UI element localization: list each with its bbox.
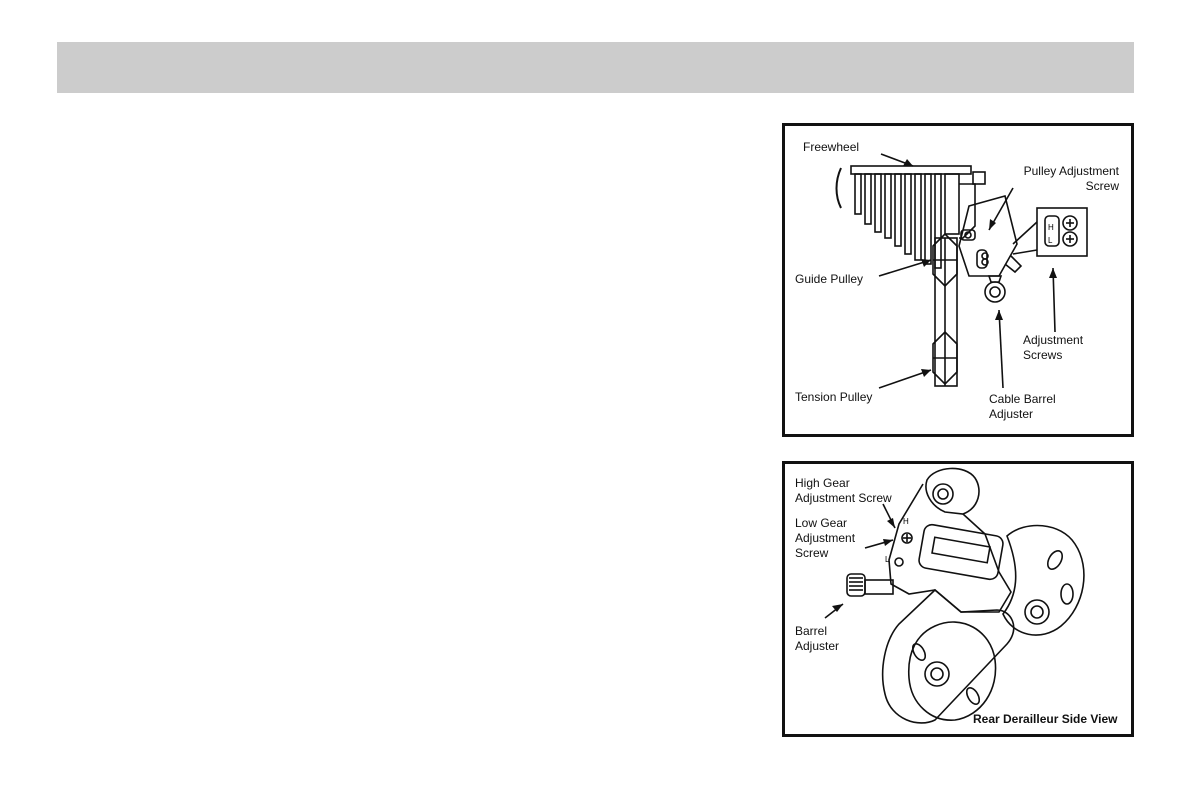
tension-pulley-label: Tension Pulley <box>795 390 873 404</box>
inset-l-mark: L <box>1048 236 1053 245</box>
low-gear-adjustment-screw-label: Low Gear Adjustment Screw <box>795 516 856 560</box>
guide-pulley-label: Guide Pulley <box>795 272 864 286</box>
h-mark: H <box>903 517 909 526</box>
inset-h-mark: H <box>1048 223 1054 232</box>
barrel-adjuster-label: Barrel Adjuster <box>795 624 840 653</box>
adjustment-screws-label: Adjustment Screws <box>1023 333 1084 362</box>
high-gear-adjustment-screw-label: High Gear Adjustment Screw <box>795 476 892 505</box>
freewheel-label: Freewheel <box>803 140 860 154</box>
figure-caption: Rear Derailleur Side View <box>973 712 1118 726</box>
section-header-bar <box>57 42 1134 93</box>
l-mark: L <box>885 555 890 564</box>
pulley-adjustment-screw-label: Pulley Adjustment Screw <box>1023 164 1119 193</box>
derailleur-side-view-figure <box>782 461 1134 737</box>
cable-barrel-adjuster-label: Cable Barrel Adjuster <box>989 392 1056 421</box>
derailleur-rear-view-figure <box>782 123 1134 437</box>
